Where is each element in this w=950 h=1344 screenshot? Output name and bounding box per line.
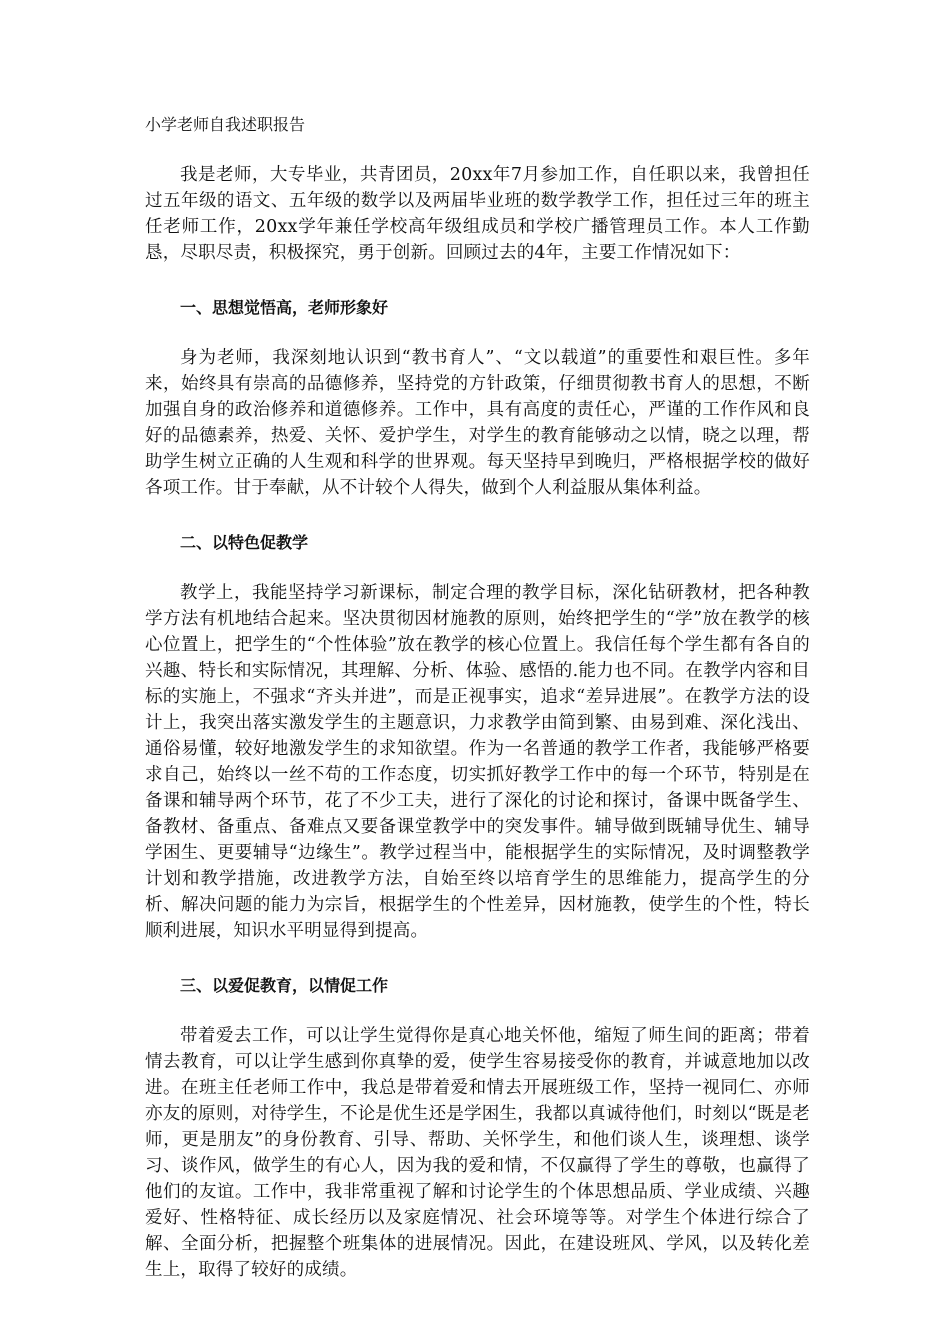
section-body-3: 带着爱去工作，可以让学生觉得你是真心地关怀他，缩短了师生间的距离；带着情去教育，可以让学生感到你真挚的爱，使学生容易接受你的教育，并诚意地加以改进。在班主任老师工作中，我总是带着爱和情去开展班级工作，坚持一视同仁、亦师亦友的原则，对待学生，不论是优生还是学困生，我都以真诚待他们，时刻以“既是老师，更是朋友”的身份教育、引导、帮助、关怀学生，和他们谈人生，谈理想、谈学习、谈作风，做学生的有心人，因为我的爱和情，不仅赢得了学生的尊敬，也赢得了他们的友谊。工作中，我非常重视了解和讨论学生的个体思想品质、学业成绩、兴趣爱好、性格特征、成长经历以及家庭情况、社会环境等等。对学生个体进行综合了解、全面分析，把握整个班集体的进展情况。因此，在建设班风、学风，以及转化差生上，取得了较好的成绩。 xyxy=(145,1026,810,1280)
document-page xyxy=(145,112,810,1283)
section-heading-3: 三、以爱促教育，以情促工作 xyxy=(180,976,389,995)
section-heading-1: 一、思想觉悟高，老师形象好 xyxy=(180,298,389,317)
document-title: 小学老师自我述职报告 xyxy=(145,115,306,134)
section-body-1: 身为老师，我深刻地认识到“教书育人”、“文以载道”的重要性和艰巨性。多年来，始终具有崇高的品德修养，坚持党的方针政策，仔细贯彻教书育人的思想，不断加强自身的政治修养和道德修养。工作中，具有高度的责任心，严谨的工作作风和良好的品德素养，热爱、关怀、爱护学生，对学生的教育能够动之以情，晓之以理，帮助学生树立正确的人生观和科学的世界观。每天坚持早到晚归，严格根据学校的做好各项工作。甘于奉献，从不计较个人得失，做到个人利益服从集体利益。 xyxy=(145,348,810,498)
section-body-2: 教学上，我能坚持学习新课标，制定合理的教学目标，深化钻研教材，把各种教学方法有机地结合起来。坚决贯彻因材施教的原则，始终把学生的“学”放在教学的核心位置上，把学生的“个性体验”放在教学的核心位置上。我信任每个学生都有各自的兴趣、特长和实际情况，其理解、分析、体验、感悟的.能力也不同。在教学内容和目标的实施上，不强求“齐头并进”，而是正视事实，追求“差异进展”。在教学方法的设计上，我突出落实激发学生的主题意识，力求教学由简到繁、由易到难、深化浅出、通俗易懂，较好地激发学生的求知欲望。作为一名普通的教学工作者，我能够严格要求自己，始终以一丝不苟的工作态度，切实抓好教学工作中的每一个环节，特别是在备课和辅导两个环节，花了不少工夫，进行了深化的讨论和探讨，备课中既备学生、备教材、备重点、备难点又要备课堂教学中的突发事件。辅导做到既辅导优生、辅导学困生、更要辅导“边缘生”。教学过程当中，能根据学生的实际情况，及时调整教学计划和教学措施，改进教学方法，自始至终以培育学生的思维能力，提高学生的分析、解决问题的能力为宗旨，根据学生的个性差异，因材施教，使学生的个性，特长顺利进展，知识水平明显得到提高。 xyxy=(145,583,810,941)
section-heading-2: 二、以特色促教学 xyxy=(180,533,309,552)
intro-paragraph: 我是老师，大专毕业，共青团员，20xx年7月参加工作，自任职以来，我曾担任过五年级的语文、五年级的数学以及两届毕业班的数学教学工作，担任过三年的班主任老师工作，20xx学年兼任学校高年级组成员和学校广播管理员工作。本人工作勤恳，尽职尽责，积极探究，勇于创新。回顾过去的4年，主要工作情况如下： xyxy=(145,165,810,263)
